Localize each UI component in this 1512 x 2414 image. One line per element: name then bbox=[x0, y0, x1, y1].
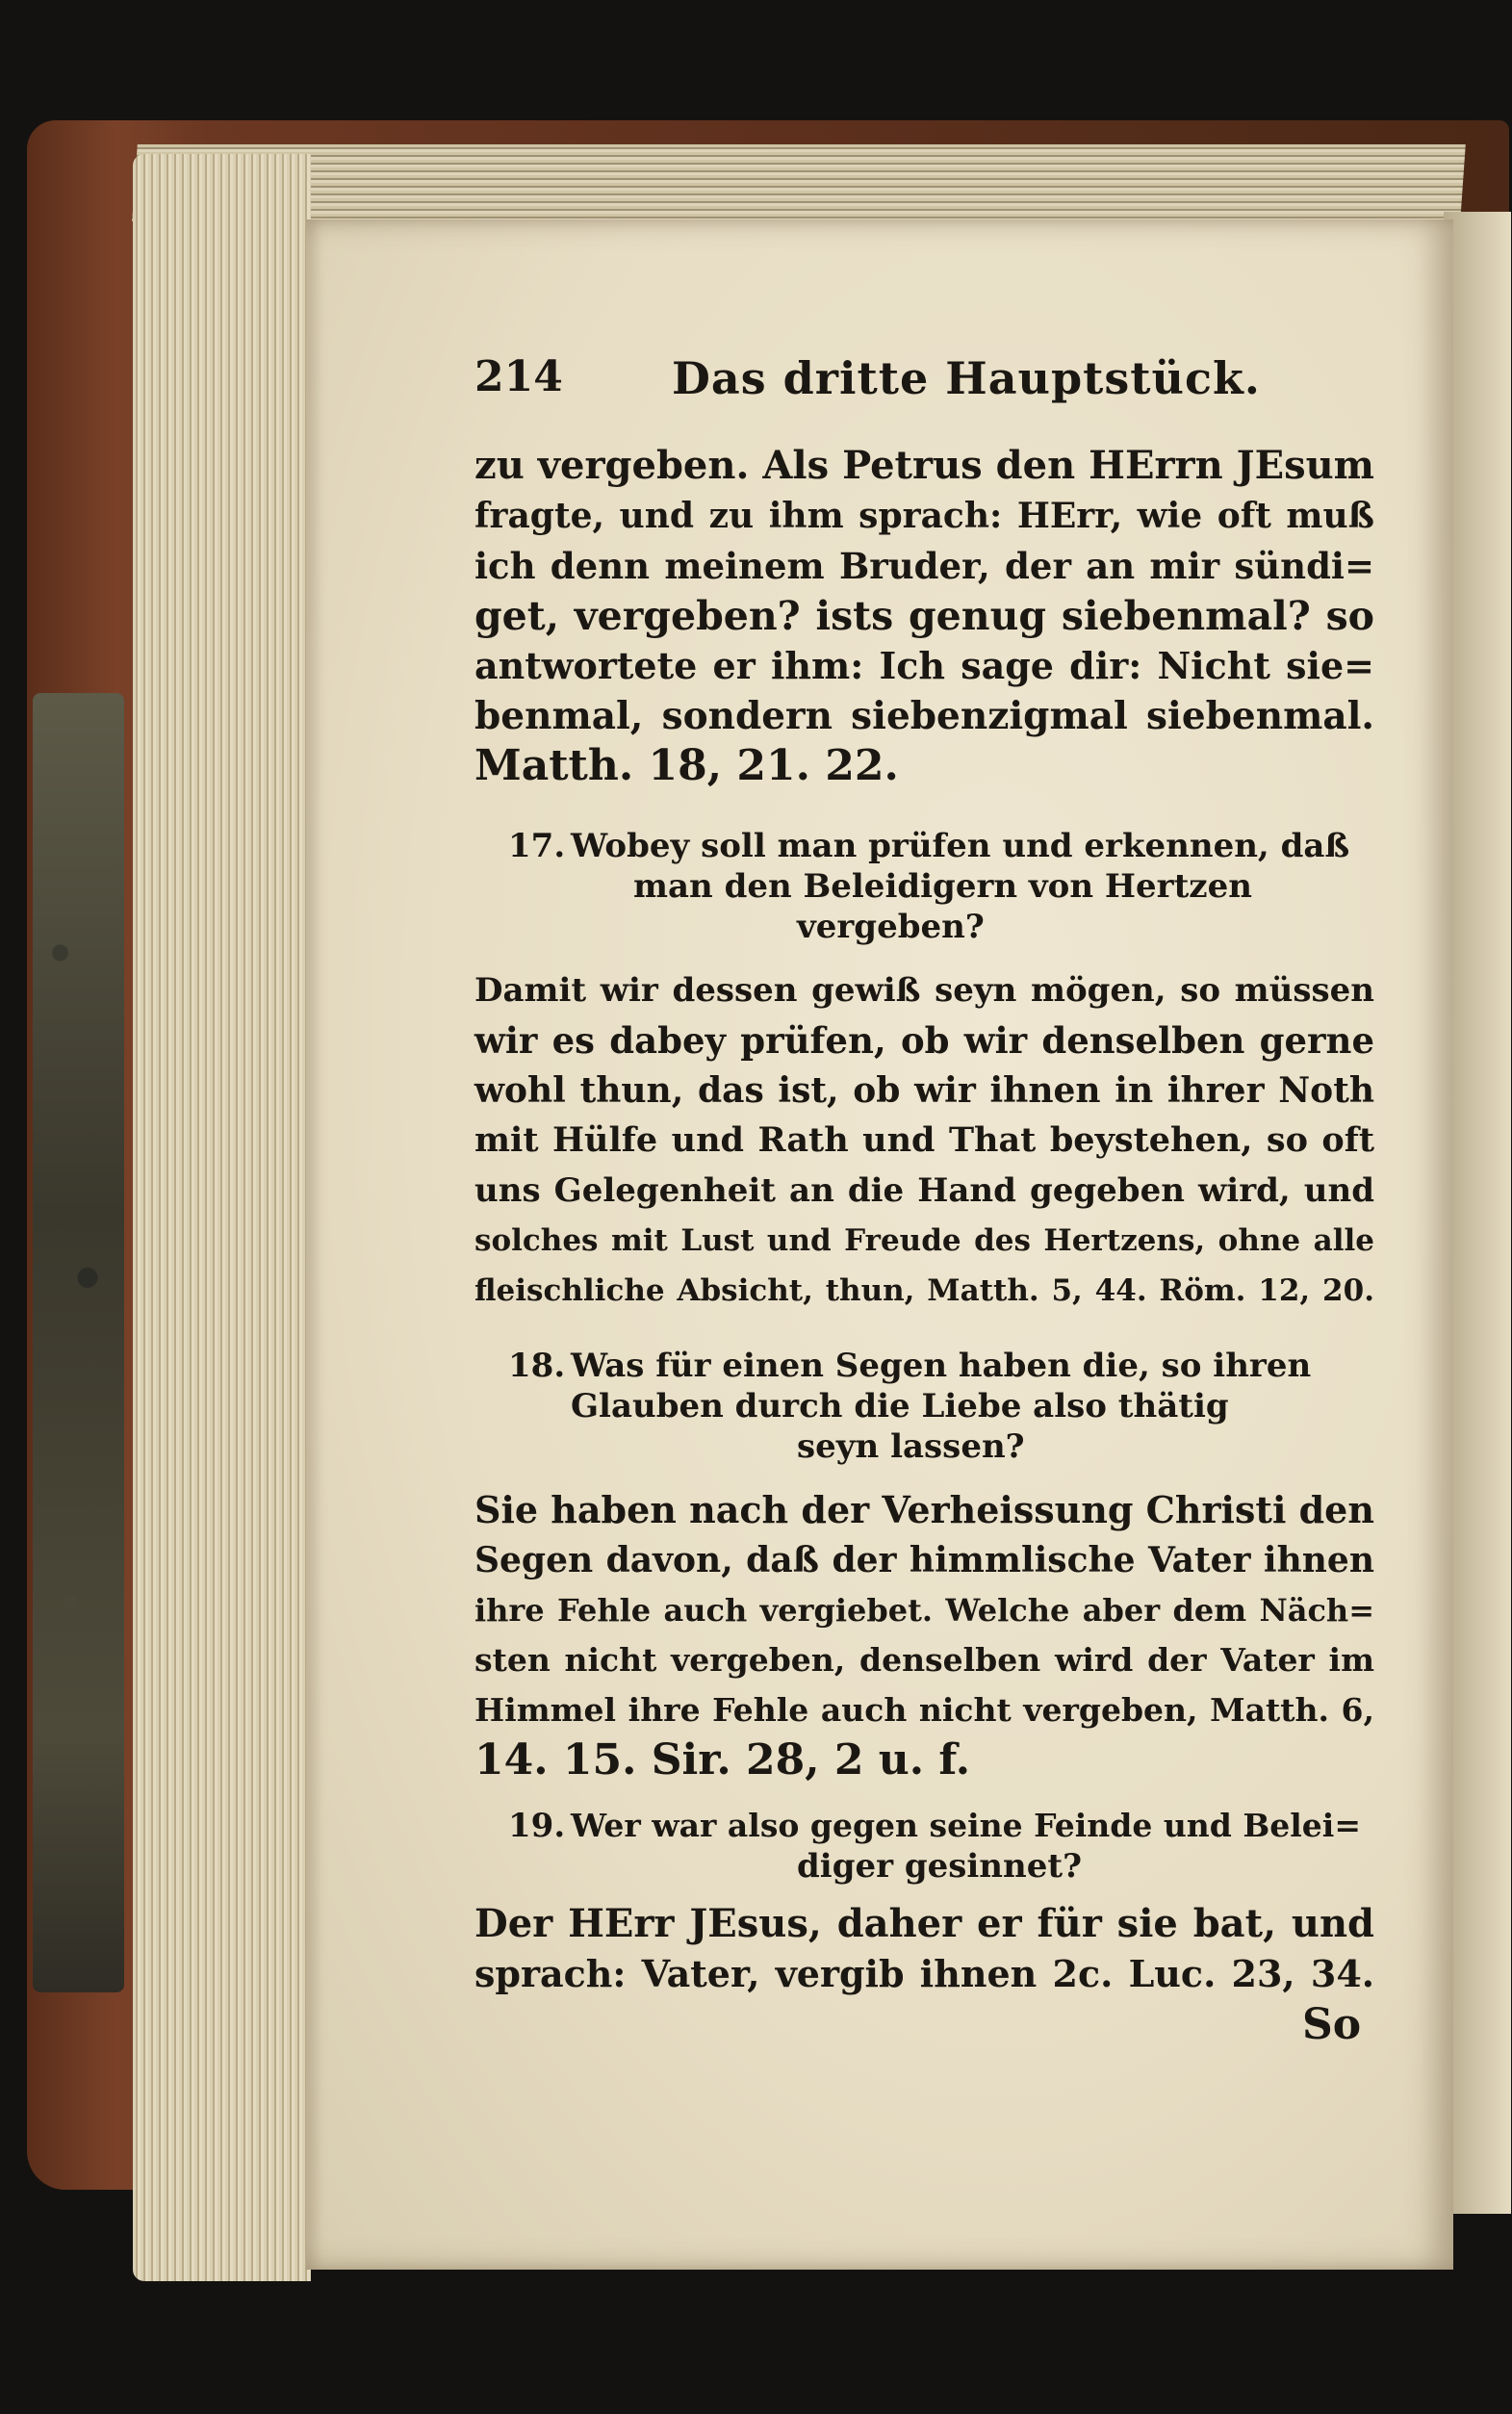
text-line: get, vergeben? ists genug siebenmal? so bbox=[474, 593, 1374, 639]
text-line: Damit wir dessen gewiß seyn mögen, so müssen bbox=[474, 971, 1374, 1010]
page-number: 214 bbox=[474, 352, 563, 401]
question-line: Wobey soll man prüfen und erkennen, daß bbox=[571, 827, 1350, 865]
text-line: wir es dabey prüfen, ob wir denselben gerne bbox=[474, 1019, 1374, 1062]
text-line: ihre Fehle auch vergiebet. Welche aber dem Näch= bbox=[474, 1592, 1374, 1629]
facing-page-edge bbox=[1444, 212, 1511, 2214]
text-line: Der HErr JEsus, daher er für sie bat, und bbox=[474, 1901, 1374, 1946]
question-18 bbox=[508, 1346, 1374, 1467]
text-line: sprach: Vater, vergib ihnen 2c. Luc. 23, 34. bbox=[474, 1952, 1374, 1995]
question-line: vergeben? bbox=[797, 908, 985, 946]
text-line: antwortete er ihm: Ich sage dir: Nicht sie= bbox=[474, 644, 1374, 687]
page-block-fore-edge bbox=[133, 154, 311, 2281]
text-line: Himmel ihre Fehle auch nicht vergeben, Matth. 6, bbox=[474, 1691, 1374, 1729]
answer-17 bbox=[474, 965, 1374, 1316]
question-number: 18. bbox=[508, 1347, 566, 1385]
paragraph-continuation bbox=[474, 441, 1374, 791]
question-line: Was für einen Segen haben die, so ihren bbox=[571, 1347, 1312, 1385]
question-number: 17. bbox=[508, 827, 566, 865]
question-line: Wer war also gegen seine Feinde und Belei= bbox=[571, 1807, 1361, 1844]
text-line: Segen davon, daß der himmlische Vater ihnen bbox=[474, 1540, 1374, 1580]
question-line: diger gesinnet? bbox=[797, 1847, 1083, 1886]
question-17 bbox=[508, 826, 1374, 947]
question-number: 19. bbox=[508, 1807, 566, 1845]
text-line: Sie haben nach der Verheissung Christi den bbox=[474, 1488, 1374, 1531]
question-line: Glauben durch die Liebe also thätig bbox=[571, 1387, 1229, 1425]
question-line: man den Beleidigern von Hertzen bbox=[633, 867, 1252, 906]
page-block-top-edge bbox=[132, 144, 1466, 221]
text-line: Matth. 18, 21. 22. bbox=[474, 741, 899, 790]
answer-18 bbox=[474, 1485, 1374, 1785]
answer-19 bbox=[474, 1899, 1374, 1999]
text-line: fragte, und zu ihm sprach: HErr, wie oft muß bbox=[474, 496, 1374, 536]
text-line: mit Hülfe und Rath und That beystehen, so oft bbox=[474, 1120, 1374, 1160]
running-head: Das dritte Hauptstück. bbox=[672, 352, 1261, 404]
text-line: ich denn meinem Bruder, der an mir sündi= bbox=[474, 545, 1374, 587]
question-line: seyn lassen? bbox=[797, 1427, 1025, 1466]
text-line: 14. 15. Sir. 28, 2 u. f. bbox=[474, 1735, 971, 1785]
text-line: zu vergeben. Als Petrus den HErrn JEsum bbox=[474, 443, 1374, 488]
text-line: uns Gelegenheit an die Hand gegeben wird, und bbox=[474, 1171, 1374, 1210]
catchword: So bbox=[1302, 2000, 1362, 2049]
text-line: wohl thun, das ist, ob wir ihnen in ihrer Noth bbox=[474, 1070, 1374, 1111]
page-header bbox=[474, 352, 1379, 412]
text-line: fleischliche Absicht, thun, Matth. 5, 44. Röm. 12, 20. bbox=[474, 1273, 1374, 1308]
text-line: solches mit Lust und Freude des Hertzens, ohne alle bbox=[474, 1223, 1374, 1258]
book-page bbox=[306, 219, 1453, 2270]
marbled-spine bbox=[33, 693, 124, 1992]
question-19 bbox=[508, 1806, 1374, 1887]
text-line: sten nicht vergeben, denselben wird der Vater im bbox=[474, 1641, 1374, 1679]
text-line: benmal, sondern siebenzigmal siebenmal. bbox=[474, 694, 1374, 738]
